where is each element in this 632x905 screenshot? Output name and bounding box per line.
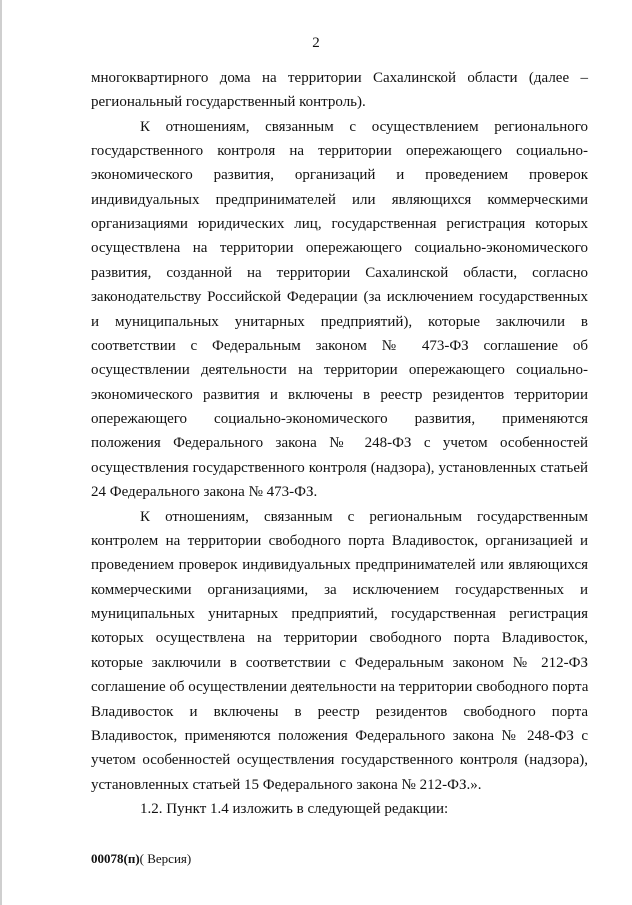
text-line: коммерческими организациями, за исключением государственных и [91, 582, 588, 598]
text-line: многоквартирного дома на территории Сахалинской области (далее – [91, 70, 588, 86]
text-line: соглашение об осуществлении деятельности на территории свободного порта [91, 679, 589, 695]
text-line: законодательству Российской Федерации (за исключением государственных [91, 289, 588, 305]
text-line: развития, созданной на территории Сахалинской области, согласно [91, 265, 588, 281]
text-line: индивидуальных предпринимателей или являющихся коммерческими [91, 192, 588, 208]
text-line: установленных статьей 15 Федерального закона № 212-ФЗ.». [91, 777, 482, 793]
text-line: Владивосток и включены в реестр резидентов свободного порта [91, 704, 588, 720]
text-line: 24 Федерального закона № 473-ФЗ. [91, 484, 318, 500]
text-line: положения Федерального закона № 248-ФЗ с учетом особенностей [91, 435, 588, 451]
text-line: экономического развития, организаций и проведением проверок [91, 167, 588, 183]
text-line: К отношениям, связанным с осуществлением регионального [140, 119, 588, 135]
footer-code: 00078(п) [91, 851, 140, 866]
text-line: 1.2. Пункт 1.4 изложить в следующей редакции: [140, 801, 449, 817]
text-line: осуществлена на территории опережающего социально-экономического [91, 240, 588, 256]
text-line: соответствии с Федеральным законом № 473-ФЗ соглашение об [91, 338, 588, 354]
footer-version: ( Версия) [139, 851, 192, 866]
scan-edge [0, 0, 2, 905]
text-line: контролем на территории свободного порта Владивосток, организацией и [91, 533, 588, 549]
text-line: осуществления государственного контроля (надзора), установленных статьей [91, 460, 588, 476]
text-line: экономического развития и включены в реестр резидентов территории [91, 387, 588, 403]
text-line: проведением проверок индивидуальных предпринимателей или являющихся [91, 557, 588, 573]
text-line: которые заключили в соответствии с Федеральным законом № 212-ФЗ [91, 655, 588, 671]
text-line: осуществлении деятельности на территории опережающего социально- [91, 362, 588, 378]
text-line: организациями юридических лиц, государственная регистрация которых [91, 216, 588, 232]
text-line: государственного контроля на территории опережающего социально- [91, 143, 588, 159]
page-number: 2 [312, 35, 320, 51]
text-line: региональный государственный контроль). [91, 94, 366, 110]
text-line: опережающего социально-экономического развития, применяются [91, 411, 588, 427]
text-line: и муниципальных унитарных предприятий), которые заключили в [91, 314, 588, 330]
text-line: муниципальных унитарных предприятий, государственная регистрация [91, 606, 588, 622]
text-line: которых осуществлена на территории свободного порта Владивосток, [91, 630, 588, 646]
text-line: учетом особенностей осуществления государственного контроля (надзора), [91, 752, 588, 768]
text-line: Владивосток, применяются положения Федерального закона № 248-ФЗ с [91, 728, 588, 744]
text-line: К отношениям, связанным с региональным государственным [140, 509, 588, 525]
document-footer [91, 851, 191, 867]
